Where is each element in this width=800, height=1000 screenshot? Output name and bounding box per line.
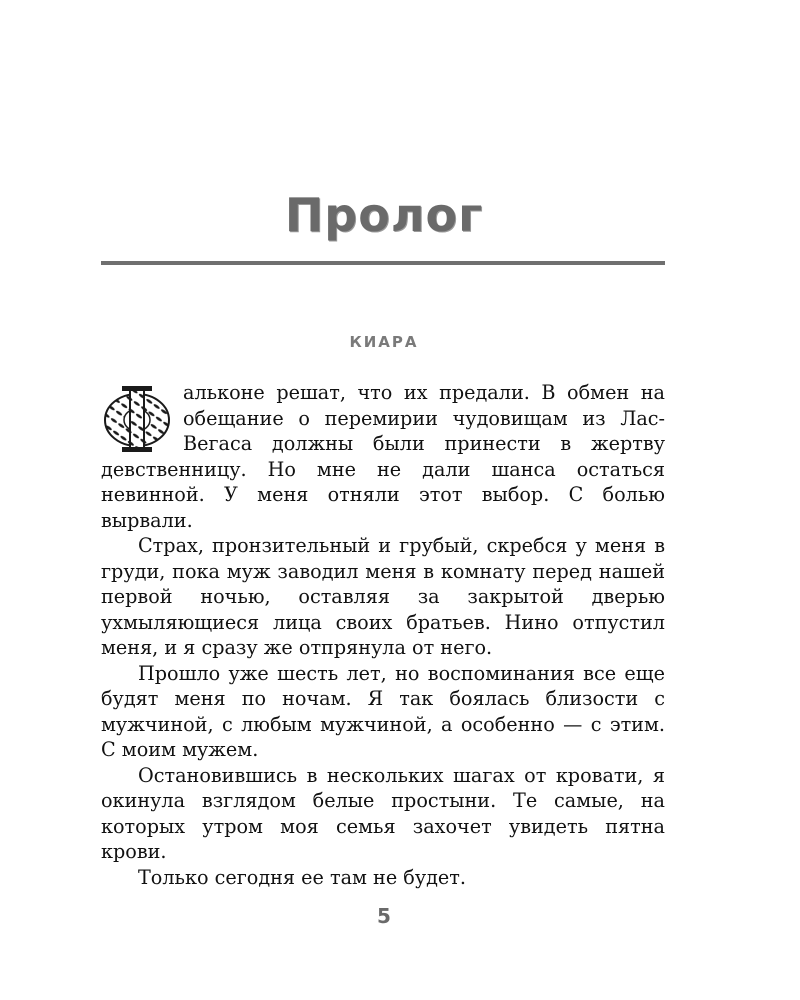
dropcap-letter-shape — [105, 386, 169, 452]
page-number: 5 — [377, 904, 391, 928]
paragraph-4: Остановившись в нескольких шагах от кровати, я окинула взглядом белые простыни. Те самые, на которых утром моя семья захочет увидеть пятна крови. — [101, 763, 665, 863]
chapter-body — [101, 380, 665, 890]
chapter-title: Пролог — [284, 188, 484, 242]
paragraph-5: Только сегодня ее там не будет. — [138, 865, 466, 889]
character-name: КИАРА — [349, 333, 419, 351]
paragraph-2: Страх, пронзительный и грубый, скребся у меня в груди, пока муж заводил меня в комнату перед нашей первой ночью, оставляя за закрытой дверью ухмыляющиеся лица своих братьев. Нино отпустил меня, и я сразу же отпрянула от него. — [101, 534, 665, 659]
ornamental-dropcap — [101, 384, 173, 454]
title-divider — [101, 261, 665, 265]
paragraph-3: Прошло уже шесть лет, но воспоминания все еще будят меня по ночам. Я так боялась близости с мужчиной, с любым мужчиной, а особенно — с этим. С моим мужем. — [101, 661, 665, 761]
paragraph-1 — [101, 380, 665, 533]
paragraph-1-text: альконе решат, что их предали. В обмен на обещание о перемирии чудовищам из Лас-Вегаса должны были принести в жертву девственницу. Но мне не дали шанса остаться невинной. У меня отняли этот выбор. С болью вырвали. — [101, 381, 665, 532]
